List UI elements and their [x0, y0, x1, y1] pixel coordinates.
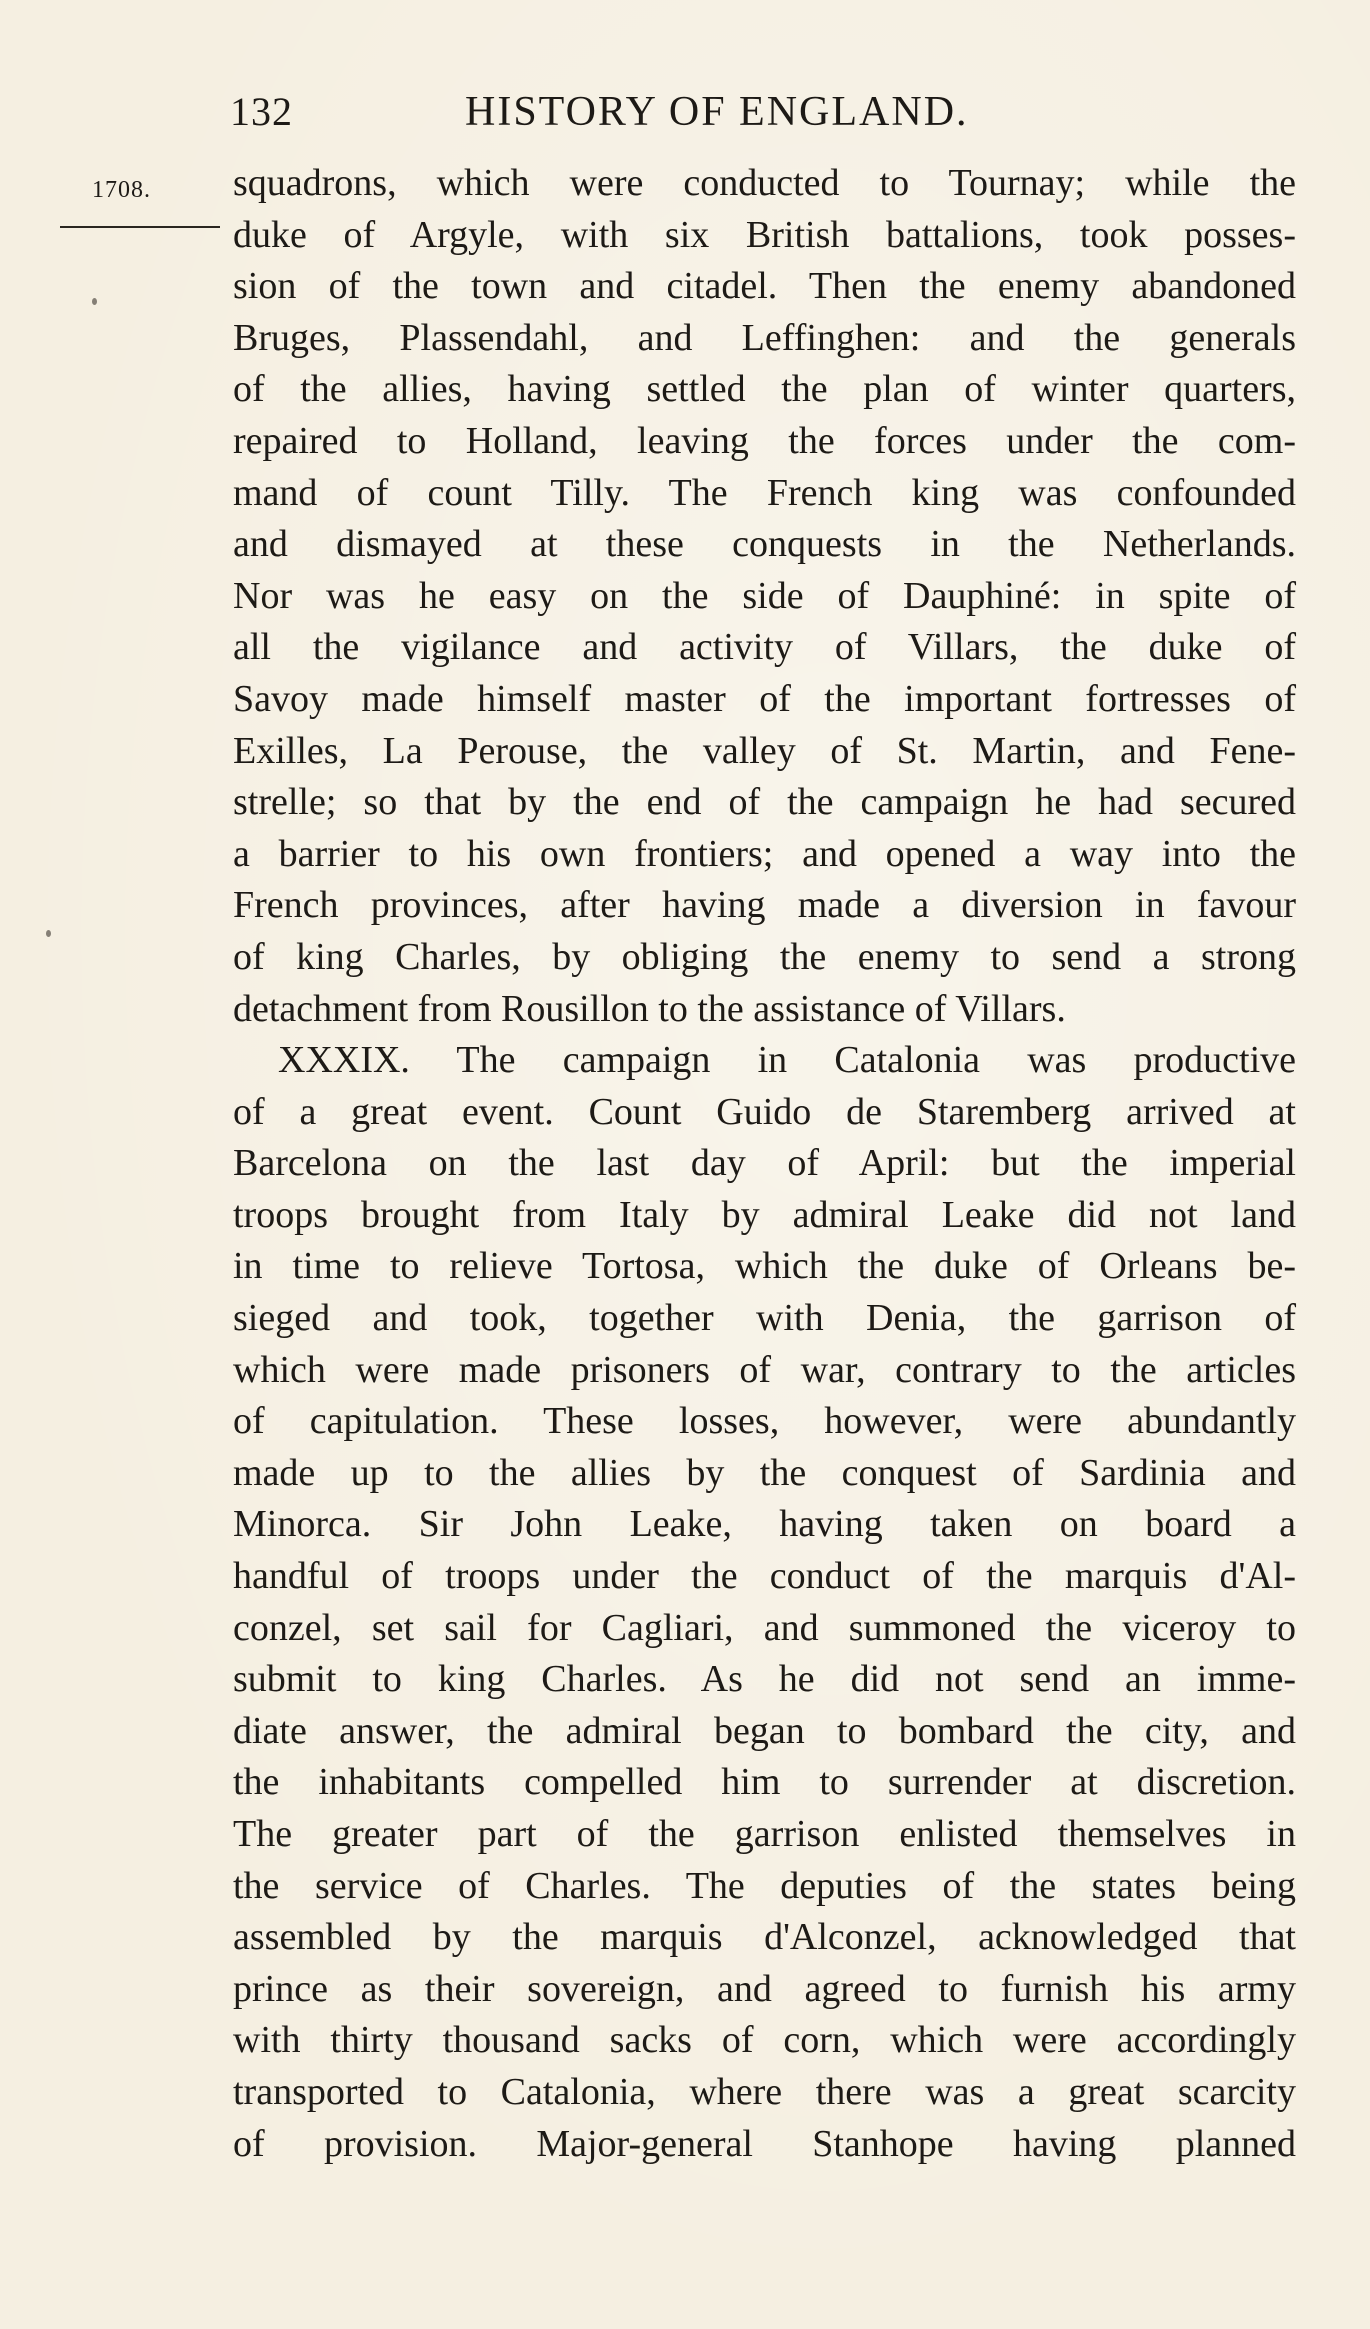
text-line: Barcelona on the last day of April: but the imperial — [233, 1142, 1296, 1185]
ink-speck — [46, 930, 51, 937]
text-line: mand of count Tilly. The French king was confounded — [233, 471, 1296, 514]
text-line: of provision. Major-general Stanhope having planned — [233, 2122, 1296, 2165]
text-line: prince as their sovereign, and agreed to furnish his army — [233, 1967, 1296, 2010]
text-line: Minorca. Sir John Leake, having taken on board a — [233, 1503, 1296, 1546]
text-line: squadrons, which were conducted to Tournay; while the — [233, 162, 1296, 204]
text-line: strelle; so that by the end of the campaign he had secured — [233, 781, 1296, 824]
text-line: XXXIX. The campaign in Catalonia was productive — [278, 1039, 1296, 1082]
text-line: troops brought from Italy by admiral Leake did not land — [233, 1193, 1296, 1236]
text-line: of a great event. Count Guido de Staremberg arrived at — [233, 1090, 1296, 1133]
text-line: repaired to Holland, leaving the forces under the com- — [233, 419, 1296, 462]
text-line: of capitulation. These losses, however, were abundantly — [233, 1400, 1296, 1443]
text-line: French provinces, after having made a diversion in favour — [233, 884, 1296, 927]
running-head: HISTORY OF ENGLAND. — [465, 89, 969, 135]
margin-year-note: 1708. — [92, 177, 151, 203]
margin-rule — [60, 226, 220, 228]
text-line: the inhabitants compelled him to surrender at discretion. — [233, 1761, 1296, 1804]
text-line: duke of Argyle, with six British battalions, took posses- — [233, 213, 1296, 256]
text-line: Exilles, La Perouse, the valley of St. Martin, and Fene- — [233, 729, 1296, 772]
page-header — [230, 88, 1060, 148]
text-line: Savoy made himself master of the important fortresses of — [233, 677, 1296, 720]
text-line: in time to relieve Tortosa, which the duke of Orleans be- — [233, 1245, 1296, 1288]
text-line: the service of Charles. The deputies of the states being — [233, 1864, 1296, 1907]
text-line: with thirty thousand sacks of corn, which were accordingly — [233, 2019, 1296, 2062]
text-line: assembled by the marquis d'Alconzel, acknowledged that — [233, 1916, 1296, 1959]
text-line: sieged and took, together with Denia, the garrison of — [233, 1297, 1296, 1340]
text-line: made up to the allies by the conquest of Sardinia and — [233, 1451, 1296, 1494]
body-text — [233, 158, 1296, 2170]
text-line: diate answer, the admiral began to bombard the city, and — [233, 1709, 1296, 1752]
text-line: of king Charles, by obliging the enemy to send a strong — [233, 935, 1296, 978]
text-line: which were made prisoners of war, contrary to the articles — [233, 1348, 1296, 1391]
text-line: a barrier to his own frontiers; and opened a way into the — [233, 832, 1296, 875]
text-line: transported to Catalonia, where there was a great scarcity — [233, 2070, 1296, 2113]
text-line: of the allies, having settled the plan of winter quarters, — [233, 368, 1296, 411]
text-line: sion of the town and citadel. Then the enemy abandoned — [233, 265, 1296, 308]
text-line: Bruges, Plassendahl, and Leffinghen: and the generals — [233, 316, 1296, 359]
text-line: submit to king Charles. As he did not send an imme- — [233, 1658, 1296, 1701]
text-line: all the vigilance and activity of Villars, the duke of — [233, 626, 1296, 669]
text-line: conzel, set sail for Cagliari, and summoned the viceroy to — [233, 1606, 1296, 1649]
text-line: handful of troops under the conduct of the marquis d'Al- — [233, 1555, 1296, 1598]
text-line: and dismayed at these conquests in the Netherlands. — [233, 523, 1296, 566]
ink-speck — [92, 298, 97, 305]
text-line: detachment from Rousillon to the assistance of Villars. — [233, 987, 1066, 1030]
text-line: The greater part of the garrison enlisted themselves in — [233, 1813, 1296, 1855]
page-number: 132 — [230, 89, 293, 134]
text-line: Nor was he easy on the side of Dauphiné: in spite of — [233, 574, 1296, 617]
